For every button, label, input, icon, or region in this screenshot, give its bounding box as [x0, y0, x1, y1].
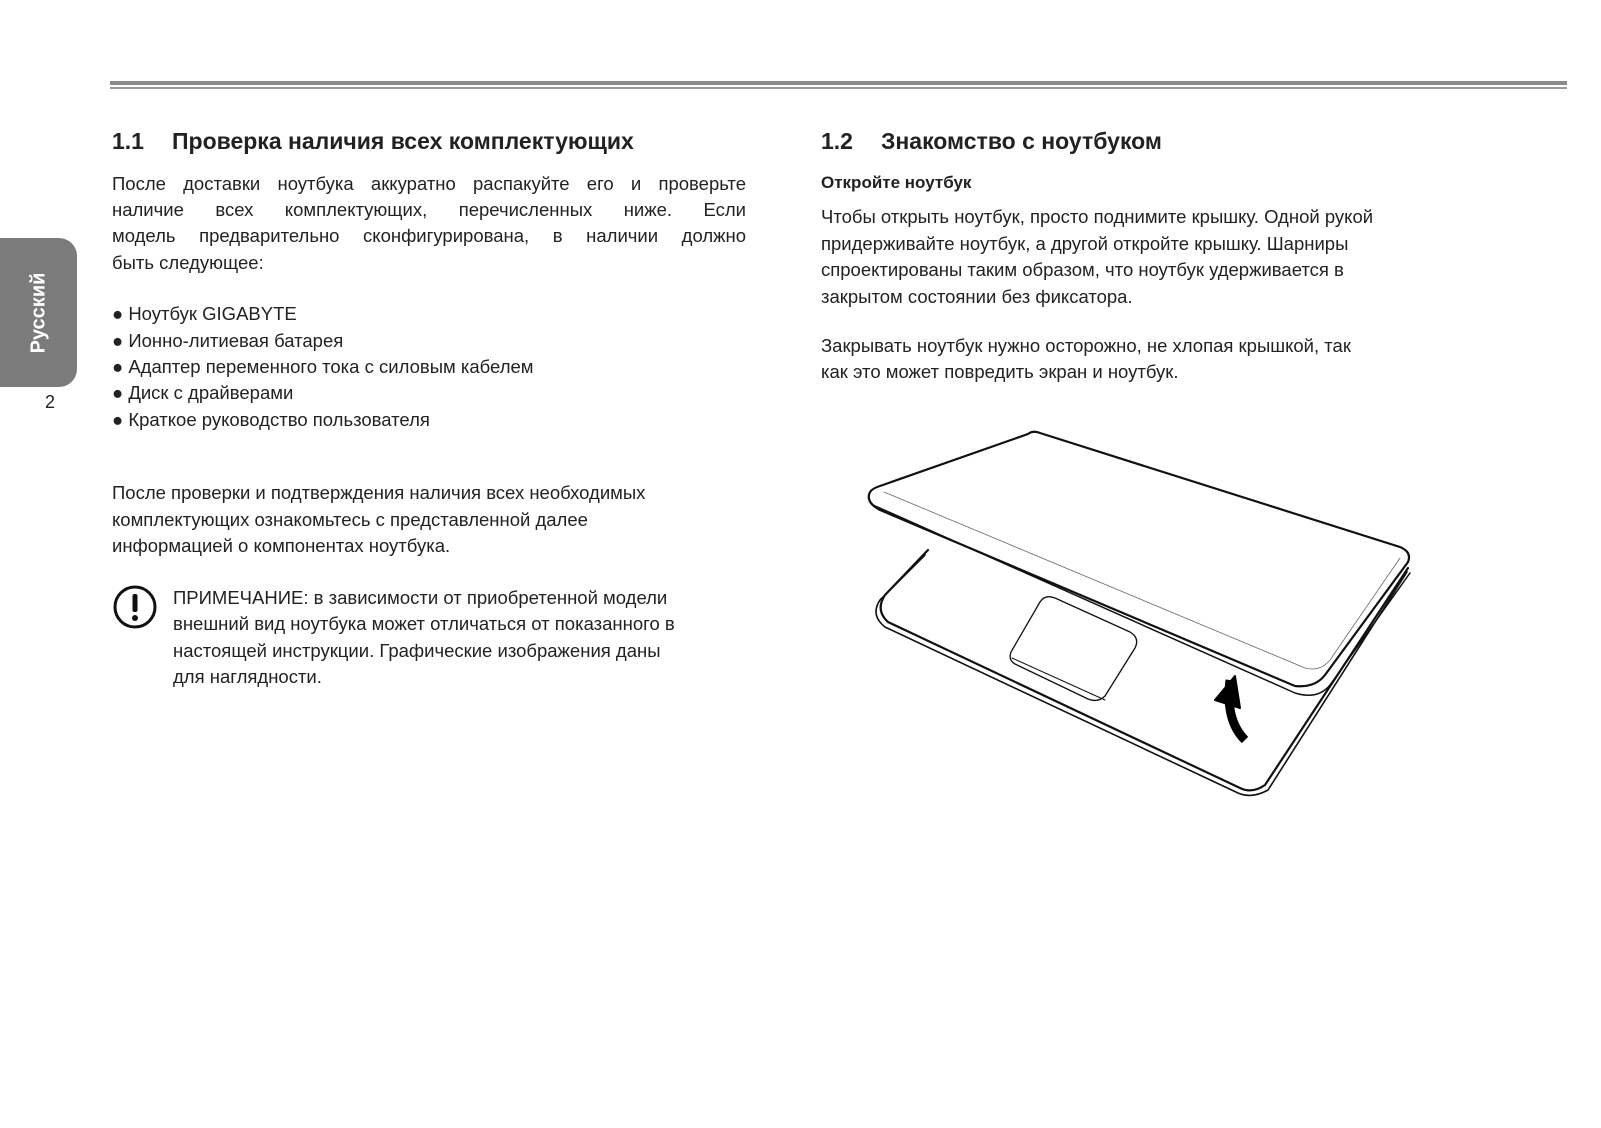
language-label: Русский [27, 272, 49, 353]
list-item: ● Ноутбук GIGABYTE [112, 303, 297, 324]
after-line: комплектующих ознакомьтесь с представленной далее [112, 509, 588, 530]
intro-line: После доставки ноутбука аккуратно распакуйте его и проверьте [112, 173, 746, 194]
list-item: ● Краткое руководство пользователя [112, 409, 430, 430]
list-item: ● Диск с драйверами [112, 382, 294, 403]
after-line: После проверки и подтверждения наличия всех необходимых [112, 482, 646, 503]
section-title: Проверка наличия всех комплектующих [172, 128, 634, 154]
intro-line: быть следующее: [112, 252, 264, 273]
subheading: Откройте ноутбук [821, 173, 972, 192]
note-line: ПРИМЕЧАНИЕ: в зависимости от приобретенной модели [173, 587, 668, 608]
list-item: ● Ионно-литиевая батарея [112, 330, 344, 351]
intro-line: наличие всех комплектующих, перечисленных ниже. Если [112, 199, 746, 220]
section-2-heading [821, 128, 1162, 155]
section-title: Знакомство с ноутбуком [881, 128, 1162, 154]
exclamation-icon [113, 585, 159, 631]
intro-line: модель предварительно сконфигурирована, в наличии должно [112, 225, 746, 246]
note-line: внешний вид ноутбука может отличаться от показанного в [173, 613, 675, 634]
paragraph-line: закрытом состоянии без фиксатора. [821, 286, 1133, 307]
laptop-opening-illustration [840, 410, 1440, 810]
section-1-heading [112, 128, 634, 155]
paragraph-line: придерживайте ноутбук, а другой откройте крышку. Шарниры [821, 233, 1349, 254]
page-number: 2 [45, 392, 56, 412]
paragraph-line: Чтобы открыть ноутбук, просто поднимите крышку. Одной рукой [821, 206, 1374, 227]
header-rule-thin [110, 87, 1567, 89]
section-number: 1.1 [112, 128, 144, 154]
section-number: 1.2 [821, 128, 853, 154]
paragraph-line: Закрывать ноутбук нужно осторожно, не хлопая крышкой, так [821, 335, 1351, 356]
list-item: ● Адаптер переменного тока с силовым кабелем [112, 356, 534, 377]
note-line: настоящей инструкции. Графические изображения даны [173, 640, 661, 661]
paragraph-line: как это может повредить экран и ноутбук. [821, 361, 1179, 382]
paragraph-line: спроектированы таким образом, что ноутбук удерживается в [821, 259, 1344, 280]
language-tab [0, 238, 77, 387]
after-line: информацией о компонентах ноутбука. [112, 535, 451, 556]
header-rule [110, 81, 1567, 85]
note-line: для наглядности. [173, 666, 322, 687]
